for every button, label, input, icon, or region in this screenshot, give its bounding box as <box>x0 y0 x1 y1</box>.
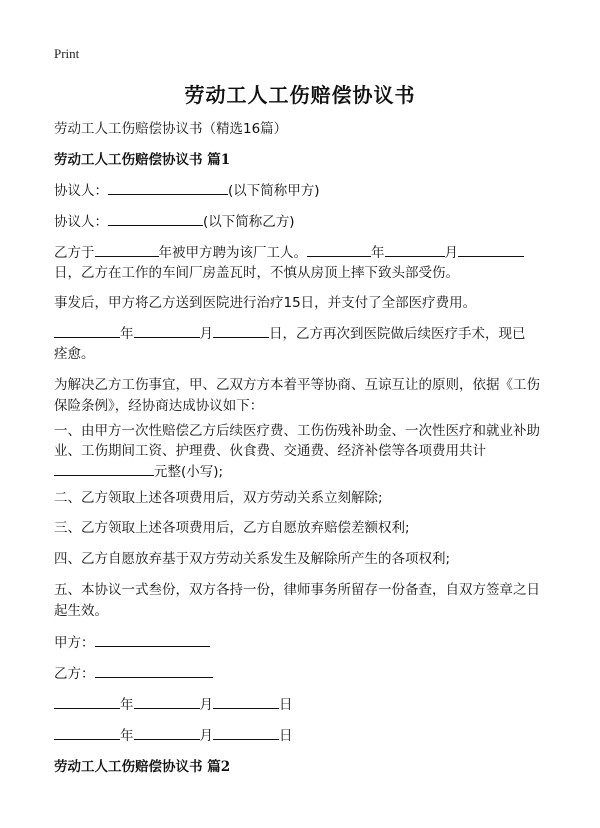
party-a-line <box>54 180 554 202</box>
party-b-suffix: (以下简称乙方) <box>203 214 295 230</box>
para1-text-a: 乙方于 <box>54 245 95 261</box>
amount-blank <box>54 461 154 476</box>
sign-b-label: 乙方： <box>54 666 95 682</box>
date-year-label: 年 <box>120 728 134 744</box>
para1-text-d: 月 <box>444 245 458 261</box>
para3-text-a: 年 <box>120 326 134 342</box>
date-month-label: 月 <box>199 697 213 713</box>
sign-a-line <box>54 632 554 654</box>
item3: 三、乙方领取上述各项费用后，乙方自愿放弃赔偿差额权利; <box>54 520 410 536</box>
item1-line3 <box>54 461 554 483</box>
blank <box>54 323 120 338</box>
blank <box>134 725 200 740</box>
date-line-2 <box>54 725 554 747</box>
para4-line2: 保险条例》，经协商达成协议如下： <box>54 398 264 414</box>
sign-b-blank <box>95 663 213 678</box>
party-a-label: 协议人： <box>54 183 108 199</box>
para3-text-c: 日，乙方再次到医院做后续医疗手术，现已 <box>269 326 526 342</box>
item1-line1: 一、由甲方一次性赔偿乙方后续医疗费、工伤伤残补助金、一次性医疗和就业补助 <box>54 423 540 439</box>
section1-heading: 劳动工人工伤赔偿协议书 篇1 <box>54 152 231 168</box>
date-year-label: 年 <box>120 697 134 713</box>
para2: 事发后，甲方将乙方送到医院进行治疗15日，并支付了全部医疗费用。 <box>54 295 477 311</box>
para3-line1 <box>54 323 554 345</box>
blank <box>213 694 279 709</box>
sign-b-line <box>54 663 554 685</box>
date-line-1 <box>54 694 554 716</box>
print-label[interactable]: Print <box>54 46 80 61</box>
item1-line2: 业、工伤期间工资、护理费、伙食费、交通费、经济补偿等各项费用共计 <box>54 443 486 459</box>
blank <box>54 694 120 709</box>
blank <box>213 725 279 740</box>
party-b-line <box>54 211 554 233</box>
item5-line1: 五、本协议一式叁份，双方各持一份，律师事务所留存一份备查，自双方签章之日 <box>54 582 540 598</box>
party-a-suffix: (以下简称甲方) <box>228 183 320 199</box>
item2: 二、乙方领取上述各项费用后，双方劳动关系立刻解除; <box>54 490 383 506</box>
blank <box>213 323 269 338</box>
document-title: 劳动工人工伤赔偿协议书 <box>184 83 416 107</box>
blank <box>134 694 200 709</box>
para1-line1 <box>54 242 554 264</box>
party-b-label: 协议人： <box>54 214 108 230</box>
blank <box>307 242 371 257</box>
blank <box>385 242 445 257</box>
date-day-label: 日 <box>279 697 293 713</box>
para3-line2: 痊愈。 <box>54 346 95 362</box>
document-subtitle: 劳动工人工伤赔偿协议书（精选16篇） <box>54 121 288 137</box>
blank <box>134 323 200 338</box>
sign-a-blank <box>95 632 210 647</box>
para3-text-b: 月 <box>199 326 213 342</box>
para4-line1: 为解决乙方工伤事宜，甲、乙双方方本着平等协商、互谅互让的原则，依据《工伤 <box>54 377 540 393</box>
para1-line2: 日，乙方在工作的车间厂房盖瓦时，不慎从房顶上摔下致头部受伤。 <box>54 265 459 281</box>
blank <box>458 242 524 257</box>
date-month-label: 月 <box>199 728 213 744</box>
party-b-blank <box>108 211 203 226</box>
para1-text-c: 年 <box>371 245 385 261</box>
blank <box>95 242 159 257</box>
item4: 四、乙方自愿放弃基于双方劳动关系发生及解除所产生的各项权利; <box>54 551 451 567</box>
party-a-blank <box>108 180 228 195</box>
item1-suffix: 元整(小写); <box>154 464 224 480</box>
section2-heading: 劳动工人工伤赔偿协议书 篇2 <box>54 759 231 775</box>
blank <box>54 725 120 740</box>
item5-line2: 起生效。 <box>54 603 108 619</box>
para1-text-b: 年被甲方聘为该厂工人。 <box>158 245 307 261</box>
date-day-label: 日 <box>279 728 293 744</box>
sign-a-label: 甲方： <box>54 635 95 651</box>
